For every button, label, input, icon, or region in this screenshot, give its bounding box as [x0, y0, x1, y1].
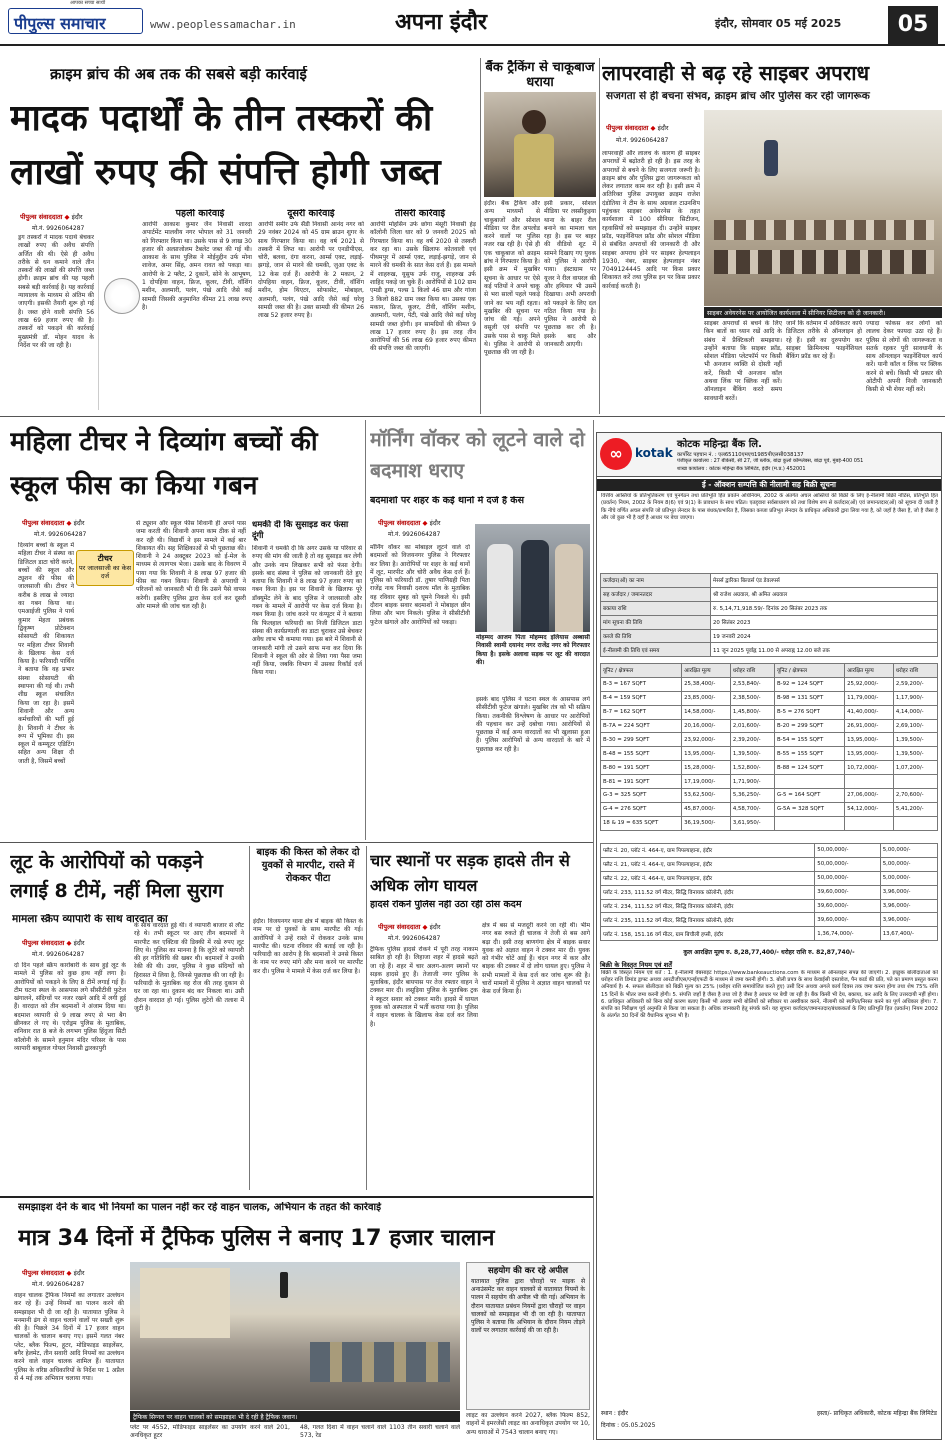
table-cell: 2,69,100/- — [893, 719, 937, 733]
story1-col3: आरोपी मोहसिन उर्फ छोगा मंसूरी निवासी हेड़ कॉलोनी जिला धार को 9 जनवरी 2025 को गिरफ्तार किया था। वह वर्ष 2020 से तस्करी कर रहा था। उसके खिलाफ कोतवाली एवं पीथमपुर में आर्म्स एक्ट, लड़ाई-झगड़े, जान से मारने की धमकी के सात केस दर्ज हैं। इस मामले में शाहरुख, यूसुफ उर्फ राजू, शाहरुख उर्फ शाहिद पकड़े जा चुके हैं। आरोपियों से 102 ग्राम एमडी ड्रग्स, पल्स 1 किलो 46 ग्राम और गांजा 3 किलो 882 ग्राम जब्त किया था। उसका एक मकान, फ्रिज, कूलर, टीवी, वॉशिंग मशीन, अलमारी, पलंग, पेटी, पंखे आदि जैसे कई घरेलू सामग्री जब्त होगी। इन सामग्रियों की कीमत 9 लाख 17 हजार रुपए है। इस तरह तीन आरोपियों की 56 लाख 69 हजार रुपए कीमत की संपत्ति जब्त की जाएगी। — [370, 221, 476, 353]
story1-col2: आरोपी समीर उर्फ सैंडी निवासी आनंद नगर को 29 नवंबर 2024 को 45 ग्राम ब्राउन शुगर के साथ गिरफ्तार किया था। वह वर्ष 2021 से तस्करी में लिप्त था। आरोपी पर एनडीपीएस, चोरी, बलवा, दंगा करना, आर्म्स एक्ट, लड़ाई-झगड़े, जान से मारने की धमकी, जुआ एक्ट के 12 केस दर्ज हैं। आरोपी के 2 मकान, 2 दोपहिया वाहन, फ्रिज, कूलर, टीवी, वॉशिंग मशीन, होम थिएटर, सोफासेट, मोबाइल, अलमारी, पलंग, पंखे आदि जैसे कई घरेलू सामग्री जब्त की है। उक्त सामग्री की कीमत 26 लाख 52 हजार रुपए है। — [258, 221, 364, 320]
table-cell: 39,60,000/- — [815, 899, 880, 913]
byline-sep: ◆ — [650, 124, 656, 132]
story8-subhead: हादसे रोकने पुलिस नहीं उठा रही ठोस कदम — [370, 900, 522, 910]
table-cell: G-4 = 276 SQFT — [601, 802, 682, 816]
table-cell: 41,40,000/- — [845, 705, 894, 719]
total-line: कुल आरक्षित मूल्य रु. 8,28,77,400/- धरोहर राशि रु. 82,87,740/- — [683, 949, 855, 956]
table-cell: 13,67,400/- — [880, 927, 937, 941]
person-2 — [521, 540, 549, 632]
person-3 — [555, 544, 583, 632]
story8-col1: ट्रैफिक पुलिस हादसे रोकने में पूरी तरह नाकाम साबित हो रही है। लिहाजा शहर में हादसे बढ़ते जा रहे हैं। शहर में चार अलग-अलग स्थानों पर सड़क हादसे हुए हैं। तेजाजी नगर पुलिस के मुताबिक, इंदौर बायपास पर तेज रफ्तार वाहन ने टक्कर मार दी। लसूड़िया पुलिस के मुताबिक ट्रक ने स्कूटर सवार को टक्कर मारी। हादसे में घायल युवक को अस्पताल में भर्ती कराया गया है। पुलिस ने वाहन चालक के खिलाफ केस दर्ज कर लिया है। — [370, 946, 478, 1028]
story3-photo — [704, 110, 942, 306]
table-cell: 2,38,500/- — [730, 691, 774, 705]
byline-name: पीपुल्स संवाददाता — [606, 124, 649, 132]
borrower-table — [600, 573, 938, 657]
story3-col2: साइबर अपराधों से बचने के लिए किन बातों का ध्यान रखें आदि के संबंध में प्रैक्टिकली समझाया। उन्होंने बताया कि साइबर फ्रॉड, सोशल मीडिया प्लेटफॉर्म पर किसी भी अनजान व्यक्ति से दोस्ती नहीं करें, किसी भी अनजान कॉल अथवा लिंक पर क्लिक नहीं करें। ऑनलाइन बैंकिंग करते समय सावधानी बरतें। — [704, 320, 782, 402]
story6-col2: के साथ वारदात हुई थी। वे व्यापारी बाजार से लौट रहे थे। तभी स्कूटर पर आए तीन बदमाशों ने मारपीट कर एक्टिवा की डिक्की में रखे रुपए लूट लिए थे। पुलिस का मानना है कि लुटेरे को व्यापारी की हर गतिविधि की खबर थी। बदमाशों ने उनकी रेकी की थी। उधर, पुलिस ने कुछ संदिग्धों को हिरासत में लिया है, जिनसे पूछताछ की जा रही है। फरियादी के मुताबिक वह रोज की तरह दुकान से घर जा रहा था। दुकान बंद कर निकला था। उसी दौरान वारदात हो गई। पुलिस लुटेरों की तलाश में जुटी है। — [134, 922, 244, 1012]
table-cell: 3,61,950/- — [730, 816, 774, 830]
story1-sub1: पहली कार्रवाई — [175, 209, 225, 219]
story4-subhead: धमकी दी कि सुसाइड कर फंसा दूंगी — [252, 520, 349, 541]
table-cell: 2,01,600/- — [730, 719, 774, 733]
story3-subhead: सजगता से ही बचना संभव, क्राइम ब्रांच और पुलिस कर रही जागरूक — [606, 91, 870, 102]
table-row — [601, 747, 938, 761]
story5-byline — [378, 518, 441, 527]
table-cell: बकाया राशि — [601, 601, 711, 615]
table-cell: B-98 = 131 SQFT — [774, 691, 844, 705]
table-cell: 50,00,000/- — [815, 857, 880, 871]
table-cell: 5,00,000/- — [880, 844, 937, 858]
table-cell: फ्लैट नं. 22, प्लॉट नं. 464-ए, ग्राम पिपल्याहाना, इंदौर — [601, 871, 815, 885]
table-cell: 17,19,000/- — [682, 775, 731, 789]
units-table — [600, 663, 938, 831]
table-cell: 2,39,200/- — [730, 733, 774, 747]
table-cell: रु. 5,14,71,918.59/- दिनांक 20 सितंबर 2023 तक — [711, 601, 938, 615]
table-row — [601, 789, 938, 803]
vehicles — [310, 1342, 450, 1382]
story1-sub3: तीसरी कार्रवाई — [394, 209, 445, 219]
section-title: अपना इंदौर — [395, 10, 488, 35]
table-cell: B-55 = 155 SQFT — [774, 747, 844, 761]
table-cell: 1,17,900/- — [893, 691, 937, 705]
table-cell — [845, 816, 894, 830]
column-header: यूनिट / क्षेत्रफल — [601, 664, 682, 678]
story4-col3: शिवानी ने धमकी दी कि अगर उसके या परिवार से रुपए की मांग की जाती है तो वह सुसाइड कर लेगी और उनके नाम लिखकर सभी को फंसा देगी। इसके बाद संस्था ने पुलिस को जानकारी देते हुए बताया कि शिवानी ने 8 लाख 97 हजार रुपए का गबन किया है। इस पर शिवानी के खिलाफ पूरे डॉक्यूमेंट लेने के बाद पुलिस ने जालसाजी और गबन के मामले में आरोपी पर केस दर्ज किया है। गबन किया है। जांच करने पर कंप्यूटर में ने बताया कि फिलहाल फरियादी का निजी डिजिटल डाटा संस्था की कार्यप्रणाली का डाटा चुराकर उसे बेचकर अवैध लाभ भी कमाया गया। इस बारे में शिवानी से जानकारी मांगी तो उसने साफ मना कर दिया कि शिवानी ने स्कूल की ओर से लिया गया पैसा जमा नहीं किया, जबकि विभाग में उसका रिकॉर्ड दर्ज किया गया। — [252, 545, 362, 677]
table-row — [601, 913, 938, 927]
table-cell: B-3 = 167 SQFT — [601, 677, 682, 691]
table-cell: 1,39,500/- — [893, 747, 937, 761]
story4-col2: से ट्यूशन और स्कूल फीस शिवानी ही अपने पास जमा करती थी। शिवानी अपना काम ठीक से नहीं कर रही थी। विद्यार्थी ने इस मामले में कई बार शिकायत की। सह शिक्षिकाओं से भी पूछताछ की। शिवानी ने 24 अक्टूबर 2023 को ई-मेल के माध्यम से त्यागपत्र भेजा। उसके बाद के विवरण में पाया गया कि शिवानी ने 8 लाख 97 हजार की फीस का गबन किया। शिवानी से अपराधी ने परिजनों को जानकारी भी दी कि उसने पैसे वापस करेगी। इसलिए पुलिस द्वारा केस दर्ज कर दूसरी ओर मामले की जांच चल रही है। — [136, 520, 246, 610]
story1-col1: आरोपी आकाश कुमार जैन निवासी शारदा अपार्टमेंट मालवीय नगर भोपाल को 31 जनवरी को गिरफ्तार किया था। उसके पास से 9 लाख 30 हजार की अल्प्राजोलम टैबलेट जब्त की गई थी। आकाश के साथ पुलिस ने मोईनुद्दीन उर्फ मोना शावेज, अमर सिंह, अमन रावत को पकड़ा था। आरोपी के 2 फ्लैट, 2 दुकानें, सोने के आभूषण, 1 दोपहिया वाहन, फ्रिज, कूलर, टीवी, वॉशिंग मशीन, अलमारी, पलंग, पंखे आदि जैसे कई सामग्री जिसकी अनुमानित कीमत 21 लाख रुपए है। — [142, 221, 252, 311]
notice-sign: हस्ता/- प्राधिकृत अधिकारी, कोटक महिन्द्रा बैंक लिमिटेड — [816, 1410, 937, 1417]
kotak-logo-icon: ∞ — [600, 438, 632, 470]
byline-name: पीपुल्स संवाददाता — [22, 1269, 65, 1277]
table-cell: 20 सितंबर 2023 — [711, 615, 938, 629]
byline-place: इंदौर — [429, 923, 441, 931]
table-cell: 1,39,500/- — [730, 747, 774, 761]
byline-sep: ◆ — [66, 939, 72, 947]
table-row — [601, 899, 938, 913]
table-cell: B-88 = 124 SQFT — [774, 761, 844, 775]
story6-col1: दो दिन पहले स्क्रैप कारोबारी के साथ हुई लूट के मामले में पुलिस को कुछ हाथ नहीं लगा है। आरोपियों को पकड़ने के लिए 8 टीमें लगाई गई हैं। टीम घटना स्थल के आसपास लगे सीसीटीवी फुटेज खंगालने, संदिग्धों पर नजर रखने आदि में लगी हुई हैं। वारदात को तीन बदमाशों ने अंजाम दिया था। बदमाश व्यापारी से 9 लाख रुपए से भरा बैग छीनकर ले गए थे। एरोड्रम पुलिस के मुताबिक, शनिवार रात 8 बजे के लगभग पुलिस हिंदुजा सिटी कॉलोनी के सामने हनुमान मंदिर परिसर के पास व्यापारी बाबूलाल गोयल निवासी द्वारकापुरी — [14, 962, 126, 1052]
table-cell: 1,36,74,000/- — [815, 927, 880, 941]
story9-col1: वाहन चालक ट्रैफिक नियमों का लगातार उल्लंघन कर रहे हैं। उन्हें नियमों का पालन करने की समझाइश भी दी जा रही है। यातायात पुलिस ने मनमानी ढंग से वाहन चलाने वालों पर सख्ती शुरू की है। पिछले 34 दिनों में 17 हजार वाहन चालकों के चालान बनाए गए। इसमें गलत नंबर प्लेट, ब्लैक फिल्म, हूटर, मोडिफाइड साइलेंसर, बगैर हेलमेट, तीन सवारी आदि नियमों का उल्लंघन करने वाले वाहन चालक शामिल हैं। यातायात पुलिस के वरिष्ठ अधिकारियों के निर्देश पर 1 अप्रैल से 4 मई तक अभियान चलाया गया। — [14, 1292, 124, 1382]
byline-sep: ◆ — [422, 519, 428, 527]
table-cell: श्री राजेश अग्रवाल, श्री अमित अग्रवाल — [711, 587, 938, 601]
story9-col2: प्लेट पर 4552, मोडिफाइड साइलेंसर का उपयोग करने वाले 201, अनधिकृत हूटर — [130, 1424, 290, 1440]
table-cell: 13,95,000/- — [682, 747, 731, 761]
table-cell: 3,96,000/- — [880, 913, 937, 927]
story8-byline — [378, 922, 441, 931]
traffic-signal-icon — [280, 1272, 288, 1298]
table-cell: सह कर्जदार / जमानतदार — [601, 587, 711, 601]
table-row — [601, 885, 938, 899]
table-cell: 5,00,000/- — [880, 871, 937, 885]
table-cell: B-92 = 124 SQFT — [774, 677, 844, 691]
byline-name: पीपुल्स संवाददाता — [22, 939, 65, 947]
lots-table — [600, 843, 938, 941]
bank-name: कोटक महिन्द्रा बैंक लि. — [677, 439, 762, 450]
table-cell: 15,28,000/- — [682, 761, 731, 775]
table-cell — [893, 775, 937, 789]
table-row — [601, 871, 938, 885]
table-cell: 5,36,250/- — [730, 789, 774, 803]
table-cell: फ्लैट नं. 20, प्लॉट नं. 464-ए, ग्राम पिपल्याहाना, इंदौर — [601, 844, 815, 858]
table-cell: G-5 = 164 SQFT — [774, 789, 844, 803]
badge-line2: पर जालसाजी का केस दर्ज — [78, 564, 132, 580]
story1-headline: मादक पदार्थों के तीन तस्करों की लाखों रुपए की संपत्ति होगी जब्त — [10, 98, 441, 193]
table-row — [601, 857, 938, 871]
byline-name: पीपुल्स संवाददाता — [378, 923, 421, 931]
page-number: 05 — [888, 6, 938, 44]
table-cell: कब्जे की तिथि — [601, 629, 711, 643]
table-cell: 25,38,400/- — [682, 677, 731, 691]
table-row — [601, 574, 938, 588]
column-header: यूनिट / क्षेत्रफल — [774, 664, 844, 678]
story4-byline — [22, 518, 85, 527]
table-cell: B-7A = 224 SQFT — [601, 719, 682, 733]
story1-sub2: दूसरी कार्रवाई — [287, 209, 335, 219]
story8-col2: क्षेत्र में बस से मजदूरी करने जा रही थी। भीम नगर बस रुकते ही चालक ने तेजी से बस आगे बढ़ा दी। इसी तरह बाणगंगा क्षेत्र में बाइक सवार युवक को अज्ञात वाहन ने टक्कर मार दी। युवक को गंभीर चोटें आई हैं। चंदन नगर में कार और बाइक की टक्कर में दो लोग घायल हुए। पुलिस ने सभी मामलों में केस दर्ज कर जांच शुरू की है। चारों मामलों में पुलिस ने अज्ञात वाहन चालकों पर केस दर्ज किया है। — [482, 922, 590, 996]
terms-title: बिक्री के विस्तृत नियम एवं शर्तें — [600, 961, 672, 969]
table-cell: B-7 = 162 SQFT — [601, 705, 682, 719]
table-cell: प्लॉट नं. 158, 151.16 वर्ग मीटर, ग्राम बिचौली हप्सी, इंदौर — [601, 927, 815, 941]
table-cell: 19 जनवरी 2024 — [711, 629, 938, 643]
table-cell: 3,96,000/- — [880, 899, 937, 913]
byline-place: इंदौर — [73, 939, 85, 947]
story9-photo — [130, 1262, 460, 1410]
terms-text: बिक्री के विस्तृत नियम एवं शर्तें : 1. ई-नीलामी वेबसाइट https://www.bankeauctions.com के माध्यम से ऑनलाइन संपन्न की जाएगी। 2. इच्छुक बोलीदाताओं को धरोहर राशि डिमांड ड्राफ्ट अथवा आरटीजीएस/एनईएफटी के माध्यम से जमा करनी होगी। 3. बोली प्रपत्र के साथ केवाईसी दस्तावेज, पैन कार्ड की प्रति, पते का प्रमाण प्रस्तुत करना अनिवार्य है। 4. सफल बोलीदाता को बिक्री मूल्य का 25% (धरोहर राशि समायोजित करते हुए) उसी दिन अथवा अगले कार्य दिवस तक जमा करना होगा तथा शेष 75% राशि 15 दिनों के भीतर जमा करनी होगी। 5. संपत्ति जहाँ है जैसा है तथा जो है जैसा है आधार पर बेची जा रही है। बैंक किसी भी देय, बकाया, कर आदि के लिए उत्तरदायी नहीं होगा। 6. प्राधिकृत अधिकारी को बिना कोई कारण बताए किसी भी अथवा सभी बोलियों को स्वीकार या अस्वीकार करने, नीलामी को स्थगित/निरस्त करने का पूर्ण अधिकार होगा। 7. संपत्ति का निरीक्षण पूर्व अनुमति से किया जा सकता है। अधिक जानकारी हेतु संपर्क करें। यह सूचना कर्जदार/जमानतदार/बंधककर्ता के लिए प्रतिभूति हित (प्रवर्तन) नियम 2002 के अंतर्गत 30 दिनों की वैधानिक सूचना भी है। — [601, 970, 938, 1020]
story3-byline — [606, 123, 669, 132]
box-title: सहयोग की कर रहे अपील — [487, 1266, 569, 1276]
table-row — [601, 615, 938, 629]
story5-col2: इसके बाद पुलिस ने घटना स्थल के आसपास लगे सीसीटीवी फुटेज खंगाले। मुखबिर तंत्र को भी सक्रिय किया। तकनीकी विश्लेषण के आधार पर आरोपियों की पहचान कर उन्हें दबोचा गया। आरोपियों से पूछताछ में कई अन्य वारदातों का भी खुलासा हुआ है। पुलिस आरोपियों से अन्य वारदातों के बारे में पूछताछ कर रही है। — [476, 696, 590, 753]
table-row — [601, 629, 938, 643]
byline-name: पीपुल्स संवाददाता — [20, 213, 63, 221]
story1-intro: ड्रग तस्करों ने मादक पदार्थ बेचकर लाखों रुपए की अवैध संपत्ति अर्जित की थी। ऐसे ही अवैध तरीके से धन कमाने वाले तीन तस्करों की लाखों की संपत्ति जब्त होगी। क्राइम ब्रांच की यह पहली सबसे बड़ी कार्रवाई है। यह कार्रवाई न्यायालय के माध्यम से अंतिम की जाएगी। इसकी तैयारी शुरू हो गई है। जब्त होने वाली संपत्ति 56 लाख 69 हजार रुपए की है। तस्करों को पकड़ने की कार्रवाई मुख्यमंत्री डॉ. मोहन यादव के निर्देश पर की जा रही है। — [18, 234, 94, 349]
story4-col1b — [76, 588, 132, 838]
column-header: धरोहर राशि — [730, 664, 774, 678]
table-cell: प्लॉट नं. 234, 111.52 वर्ग मीटर, सिद्धि विनायक कॉलोनी, इंदौर — [601, 899, 815, 913]
table-cell: ई-नीलामी की तिथि एवं समय — [601, 643, 711, 657]
story6-mobile: मो.नं. 9926064287 — [32, 951, 85, 958]
notice-place: स्थान : इंदौर — [601, 1410, 628, 1417]
story2-col1: इंदौर। बैंक ट्रैकिंग और अन्य माध्यमों से चाकूबाजों और सोशल मीडिया पर रील अपलोड करने वालों पर पुलिस नजर रख रही है। ऐसे ही एक चाकूबाज को क्राइम ब्रांच ने गिरफ्तार किया है। इसी क्रम में मुखबिर सूचना के आधार पर ऐसे कई पतियों ने अपने चाकू से भरा सालों पहले पकड़े जाने का भय नहीं रहता। मुखबिर की सूचना पर जांच की गई। अपने वसूली एवं संपत्ति पर उसके पास से चाकू मिले थे। पुलिस ने आरोपी से पूछताछ की जा रही है। — [484, 200, 540, 357]
table-cell: 1,07,200/- — [893, 761, 937, 775]
table-cell: 25,92,000/- — [845, 677, 894, 691]
table-row — [601, 733, 938, 747]
story2-headline: बैंक ट्रैकिंग से चाकूबाज धराया — [485, 60, 595, 90]
table-cell: प्लॉट नं. 233, 111.52 वर्ग मीटर, सिद्धि विनायक कॉलोनी, इंदौर — [601, 885, 815, 899]
story3-headline: लापरवाही से बढ़ रहे साइबर अपराध — [602, 62, 870, 85]
column-header: आरक्षित मूल्य — [845, 664, 894, 678]
kotak-logo-text: kotak — [635, 446, 673, 460]
table-row — [601, 775, 938, 789]
table-cell: 54,12,000/- — [845, 802, 894, 816]
bank-addr2: शाखा कार्यालय : कोटक महिन्द्रा बैंक लिमिटेड, इंदौर (म.प्र.) 452001 — [677, 466, 806, 472]
person-1 — [487, 544, 513, 632]
table-cell: 23,92,000/- — [682, 733, 731, 747]
site-url[interactable]: www.peoplessamachar.in — [150, 18, 296, 31]
person-body — [514, 134, 554, 197]
byline-name: पीपुल्स संवाददाता — [378, 519, 421, 527]
building — [140, 1268, 230, 1338]
column-header: धरोहर राशि — [893, 664, 937, 678]
byline-sep: ◆ — [64, 213, 70, 221]
dateline: इंदौर, सोमवार 05 मई 2025 — [715, 17, 842, 30]
table-row — [601, 691, 938, 705]
table-cell: 3,96,000/- — [880, 885, 937, 899]
table-row — [601, 761, 938, 775]
story7-col1: इंदौर। विजयनगर थाना क्षेत्र में बाइक की किस्त के नाम पर दो युवकों के साथ मारपीट की गई। आरोपियों ने उन्हें रास्ते में रोककर उनके साथ मारपीट की। घटना रविवार की बताई जा रही है। फरियादी का आरोप है कि बदमाशों ने उनसे किस्त के नाम पर रुपए मांगे और मना करने पर मारपीट कर दी। पुलिस ने मामले में केस दर्ज कर लिया है। — [253, 918, 363, 975]
table-cell: 18 & 19 = 635 SQFT — [601, 816, 682, 830]
table-cell — [774, 775, 844, 789]
notice-text: वित्तीय आस्तियों के प्रतिभूतिकरण एवं पुनर्गठन तथा प्रतिभूति हित प्रवर्तन अधिनियम, 2002 के अंतर्गत अचल आस्तियों की बिक्री के लिए ई-नीलामी बिक्री नोटिस, प्रतिभूति हित (प्रवर्तन) नियम, 2002 के नियम 8(6) एवं 9(1) के प्रावधान के साथ पठित। एतद्द्वारा सर्वसाधारण को तथा विशेष रूप से कर्जदार(ओं) एवं जमानतदार(ओं) को सूचना दी जाती है कि नीचे वर्णित अचल संपत्ति जो प्रतिभूत लेनदार के पास बंधक/प्रभारित है, जिसका कब्जा प्रतिभूत लेनदार के प्राधिकृत अधिकारी द्वारा लिया गया है, को जहाँ है जैसा है, जो है जैसा है और जो कुछ भी है वहाँ है आधार पर बेचा जाएगा। — [601, 493, 938, 521]
table-cell: B-48 = 155 SQFT — [601, 747, 682, 761]
table-cell: 23,85,000/- — [682, 691, 731, 705]
story9-box — [466, 1262, 590, 1410]
table-cell: G-3 = 325 SQFT — [601, 789, 682, 803]
byline-place: इंदौर — [73, 1269, 85, 1277]
table-cell: 5,00,000/- — [880, 857, 937, 871]
notice-date: दिनांक : 05.05.2025 — [601, 1422, 656, 1429]
table-cell: 1,71,900/- — [730, 775, 774, 789]
table-cell: 13,95,000/- — [845, 733, 894, 747]
table-cell: 2,70,600/- — [893, 789, 937, 803]
story5-subhead: बदमाशों पर शहर के कई थानों में दर्ज है केस — [370, 496, 525, 506]
story4-headline: महिला टीचर ने दिव्यांग बच्चों की स्कूल फीस का किया गबन — [10, 427, 318, 501]
story6-subhead: मामला स्क्रैप व्यापारी के साथ वारदात का — [12, 914, 168, 925]
table-cell: 50,00,000/- — [815, 871, 880, 885]
story9-headline: मात्र 34 दिनों में ट्रैफिक पुलिस ने बनाए 17 हजार चालान — [18, 1226, 495, 1251]
table-cell: फ्लैट नं. 21, प्लॉट नं. 464-ए, ग्राम पिपल्याहाना, इंदौर — [601, 857, 815, 871]
table-cell: B-4 = 159 SQFT — [601, 691, 682, 705]
story4-mobile: मो.नं. 9926064287 — [34, 531, 87, 538]
story3-caption: साइबर अवेयरनेस पर आयोजित कार्यशाला में सीनियर सिटीजन को दी जानकारी। — [704, 307, 942, 318]
table-row — [601, 601, 938, 615]
byline-place: इंदौर — [73, 519, 85, 527]
table-cell — [774, 816, 844, 830]
table-cell: कर्जदार(ओं) का नाम — [601, 574, 711, 588]
section-banner — [395, 6, 505, 38]
logo-tagline: आपका सच्चा साथी — [70, 0, 106, 6]
bank-cin: कार्पोरेट पहचान नं. : एल65110एमएच1985पीएलसी038137 — [677, 452, 804, 458]
story2-photo — [484, 92, 596, 197]
table-cell: 50,00,000/- — [815, 844, 880, 858]
bank-auction-notice — [596, 432, 942, 1440]
story9-caption: ट्रैफिक सिग्नल पर वाहन चालकों को समझाइश भी दे रही है ट्रैफिक जवान। — [130, 1411, 460, 1422]
table-cell: 1,45,800/- — [730, 705, 774, 719]
table-cell: 36,19,500/- — [682, 816, 731, 830]
story3-col1: लापरवाही और लालच के कारण ही साइबर अपराधों में बढ़ोतरी हो रही है। इस तरह के अपराधों से बचने के लिए सजगता जरूरी है। क्राइम ब्रांच और पुलिस द्वारा जागरूकता को लेकर लगातार काम कर रही है। इसी क्रम में अतिरिक्त पुलिस उपायुक्त क्राइम राजेश दंडोतिया ने टीम के साथ अग्रवाल टाउनशिप पहुंचकर साइबर अवेयरनेस के तहत कार्यशाला में 100 सीनियर सिटीजन, रहवासियों को समझाइश दी। उन्होंने साइबर फ्रॉड, फाइनेंशियल फ्रॉड और सोशल मीडिया से संबंधित अपराधों की जानकारी दी और साइबर अपराध होने पर साइबर हेल्पलाइन 1930, नंबर, साइबर हेल्पलाइन नंबर 7049124445 आदि पर किस प्रकार शिकायत करें तथा पुलिस इन पर किस प्रकार कार्रवाई करती है। — [602, 150, 700, 290]
story4-badge — [76, 550, 134, 586]
table-cell: प्लॉट नं. 235, 111.52 वर्ग मीटर, सिद्धि विनायक कॉलोनी, इंदौर — [601, 913, 815, 927]
story6-headline: लूट के आरोपियों को पकड़ने लगाई 8 टीमें, नहीं मिला सुराग — [10, 851, 224, 902]
table-cell: B-30 = 299 SQFT — [601, 733, 682, 747]
table-cell: 11,79,000/- — [845, 691, 894, 705]
table-cell — [893, 816, 937, 830]
story2-col2: इसी प्रकार, सोशल मीडिया पर लस्सीकुइया थाना के बाहर रील बनाने का मामला चल रहा है। इस पर बाहर की वीडियो शूट में सामने दिखाए गए युवक को पुलिस ने आरोपी पाया। इंस्टाग्राम पर यूजर ने रील वायरल की और हथियार भी उसमें दिखाया। अभी अपराधी को पकड़ने के लिए दल गठित किया गया है। पुलिस ने आरोपी से पूछताछ कर ली है। इसके बाद और जानकारी आएगी। — [544, 200, 596, 349]
audience-row-2 — [714, 250, 934, 274]
table-cell: 1,39,500/- — [893, 733, 937, 747]
byline-sep: ◆ — [422, 923, 428, 931]
table-cell: 20,16,000/- — [682, 719, 731, 733]
table-cell: 10,72,000/- — [845, 761, 894, 775]
logo — [8, 8, 143, 34]
table-cell: 2,53,840/- — [730, 677, 774, 691]
story9-col4: लाइट का उल्लंघन करने 2027, ब्लैक फिल्म 852, वाहनों में इमरजेंसी लाइट का अनाधिकृत उपयोग पर 10, अन्य धाराओं में 7543 चालान बनाए गए। — [466, 1412, 590, 1436]
byline-place: इंदौर — [429, 519, 441, 527]
story9-col3: 48, गलत दिशा में वाहन चलाने वाले 1103 तीन सवारी चलाने वाले 573, रेड — [300, 1424, 460, 1440]
table-cell: 1,52,800/- — [730, 761, 774, 775]
story4-col1: दिव्यांग बच्चों के स्कूल में महिला टीचर ने संस्था का डिजिटल डाटा चोरी करने, बच्चों की स्कूल और ट्यूशन की फीस की जालसाजी की। टीचर ने करीब 8 लाख से ज्यादा का गबन किया था। एमआईजी पुलिस ने पार्थ कुमार मेहता प्रबंधक द्विकृष्ण प्रोटेक्शन सोसायटी की शिकायत पर महिला टीचर शिवानी के खिलाफ केस दर्ज किया है। फरियादी पार्थिव ने बताया कि वह प्रभार संस्था सोसायटी की स्थापना की गई थी। तभी शीघ्र स्कूल संचालित किया जा रहा है। इसमें शिवानी और अन्य कर्मचारियों की भर्ती हुई है। शिवानी ने टीचर के रूप में भूमिका दी। इस स्कूल में कम्प्यूटर एडिटिंग सहित अन्य शिक्षा दी जाती है, जिसमें बच्चों — [18, 542, 74, 765]
table-cell: 13,95,000/- — [845, 747, 894, 761]
table-cell: B-5 = 276 SQFT — [774, 705, 844, 719]
story9-mobile: मो.नं. 9926064287 — [32, 1281, 85, 1288]
table-cell: 14,58,000/- — [682, 705, 731, 719]
bank-header — [597, 433, 941, 477]
table-row — [601, 927, 938, 941]
story8-headline: चार स्थानों पर सड़क हादसे तीन से अधिक लोग घायल — [370, 851, 570, 895]
story7-headline: बाइक की किस्त को लेकर दो युवकों से मारपीट, रास्ते में रोककर पीटा — [256, 847, 360, 884]
table-row — [601, 719, 938, 733]
table-row — [601, 587, 938, 601]
table-cell: 39,60,000/- — [815, 885, 880, 899]
table-cell: B-80 = 191 SQFT — [601, 761, 682, 775]
table-row — [601, 802, 938, 816]
crime-branch-seal — [104, 278, 140, 314]
table-cell: 45,87,000/- — [682, 802, 731, 816]
table-row — [601, 705, 938, 719]
story5-photo — [475, 524, 590, 632]
table-row — [601, 816, 938, 830]
story5-col1: मॉर्निंग वॉकर का मोबाइल लूटने वाले दो बदमाशों को विजयनगर पुलिस ने गिरफ्तार कर लिया है। आरोपियों पर शहर के कई थानों में लूट, मारपीट और चोरी अवैध केस दर्ज हैं। पुलिस को फरियादी डॉ. तुषार पाणिग्रही पिता राजेंद्र नाथ निवासी दशरथ मॉल के मुताबिक वह रविवार सुबह को घूमने निकले थे। इसी दौरान बाइक सवार बदमाशों ने मोबाइल छीन लिया और भाग निकले। पुलिस ने सीसीटीवी फुटेज खंगाले और आरोपियों को पकड़ा। — [370, 544, 470, 626]
table-row — [601, 677, 938, 691]
story1-byline — [20, 212, 83, 221]
table-cell — [845, 775, 894, 789]
box-text: यातायात पुलिस द्वारा चौराहों पर माइक से अनाउंसमेंट कर वाहन चालकों से यातायात नियमों के पालन में सहयोग की अपील भी की गई। अभियान के दौरान यातायात प्रबंधन नियमों द्वारा चौराहों पर वाहन चालकों को समझाइश भी दी जा रही है। यातायात पुलिस ने बताया कि अभियान के दौरान नियम तोड़ने वालों पर लगातार कार्रवाई की जा रही है। — [471, 1278, 585, 1335]
story5-caption: मोहम्मद आजम पिता मोहम्मद इलियास अब्बासी निवासी स्वामी दयानंद नगर राजेंद्र नगर को गिरफ्तार किया है। इसके अलावा सड़क पर लूट की वारदात की। — [476, 634, 590, 666]
column-header: आरक्षित मूल्य — [682, 664, 731, 678]
masthead — [0, 0, 945, 52]
table-cell: G-5A = 328 SQFT — [774, 802, 844, 816]
story3-col3: जानें कि वर्तमान में अधिकतर कार्य डिजिटल तरीके से ऑनलाइन हो रहे हैं। इसी का दुरुपयोग कर साइबर क्रिमिनल्स फाइनेंशियल बैंकिंग फ्रॉड कर रहे हैं। — [786, 320, 862, 361]
story3-mobile: मो.नं. 9926064287 — [616, 137, 669, 144]
logo-text: पीपुल्स समाचार — [14, 14, 106, 33]
story9-byline — [22, 1268, 85, 1277]
notice-title: ई - ऑक्शन सम्पत्ति की नीलामी सह बिक्री सूचना — [597, 479, 941, 491]
story1-mobile: मो.नं. 9926064287 — [32, 225, 85, 232]
byline-sep: ◆ — [66, 1269, 72, 1277]
story5-headline: मॉर्निंग वॉकर को लूटने वाले दो बदमाश धराए — [370, 428, 585, 482]
table-cell: B-20 = 299 SQFT — [774, 719, 844, 733]
table-row — [601, 643, 938, 657]
person-figure-icon — [522, 110, 546, 134]
table-cell: मांग सूचना की तिथि — [601, 615, 711, 629]
story5-mobile: मो.नं. 9926064287 — [388, 531, 441, 538]
story1-kicker: क्राइम ब्रांच की अब तक की सबसे बड़ी कार्रवाई — [50, 66, 307, 83]
byline-name: पीपुल्स संवाददाता — [22, 519, 65, 527]
table-row — [601, 844, 938, 858]
table-cell: 2,59,200/- — [893, 677, 937, 691]
audience-row-1 — [714, 220, 934, 240]
table-cell: 11 जून 2025 पूर्वाह्न 11.00 से अपराह्न 12.00 बजे तक — [711, 643, 938, 657]
table-cell: मेसर्स द्वारिका बिल्डर्स एंड डेवलपर्स — [711, 574, 938, 588]
table-cell: 5,41,200/- — [893, 802, 937, 816]
byline-sep: ◆ — [66, 519, 72, 527]
badge-line1: टीचर — [97, 554, 113, 563]
story6-byline — [22, 938, 85, 947]
table-cell: 27,06,000/- — [845, 789, 894, 803]
table-cell: 39,60,000/- — [815, 913, 880, 927]
table-cell: 4,58,700/- — [730, 802, 774, 816]
byline-place: इंदौर — [657, 124, 669, 132]
bank-addr1: पंजीकृत कार्यालय : 27 बीकेसी, सी 27, जी ब्लॉक, बांद्रा कुर्ला कॉम्प्लेक्स, बांद्रा पूर्व, मुंबई-400 051 — [677, 458, 864, 464]
table-cell: B-54 = 155 SQFT — [774, 733, 844, 747]
story3-col4: ज्यादा फोकस कर लोगों को लालच देकर फायदा उठा रहे हैं। पुलिस से लोगों की जागरूकता व सतर्क रहकर पूरी सावधानी के साथ ऑनलाइन फाइनेंशियल कार्य करें। यानी कॉल व लिंक पर क्लिक करने से बचें। किसी भी प्रकार की ओटीपी अपनी निजी जानकारी किसी से भी शेयर नहीं करें। — [866, 320, 942, 394]
table-cell: 53,62,500/- — [682, 789, 731, 803]
speaker-figure — [764, 140, 778, 176]
table-cell: 4,14,000/- — [893, 705, 937, 719]
byline-place: इंदौर — [71, 213, 83, 221]
story8-mobile: मो.नं. 9926064287 — [388, 935, 441, 942]
table-cell: B-81 = 191 SQFT — [601, 775, 682, 789]
table-cell: 26,91,000/- — [845, 719, 894, 733]
story9-kicker: समझाइश देने के बाद भी नियमों का पालन नहीं कर रहे वाहन चालक, अभियान के तहत की कार्रवाई — [18, 1202, 382, 1213]
